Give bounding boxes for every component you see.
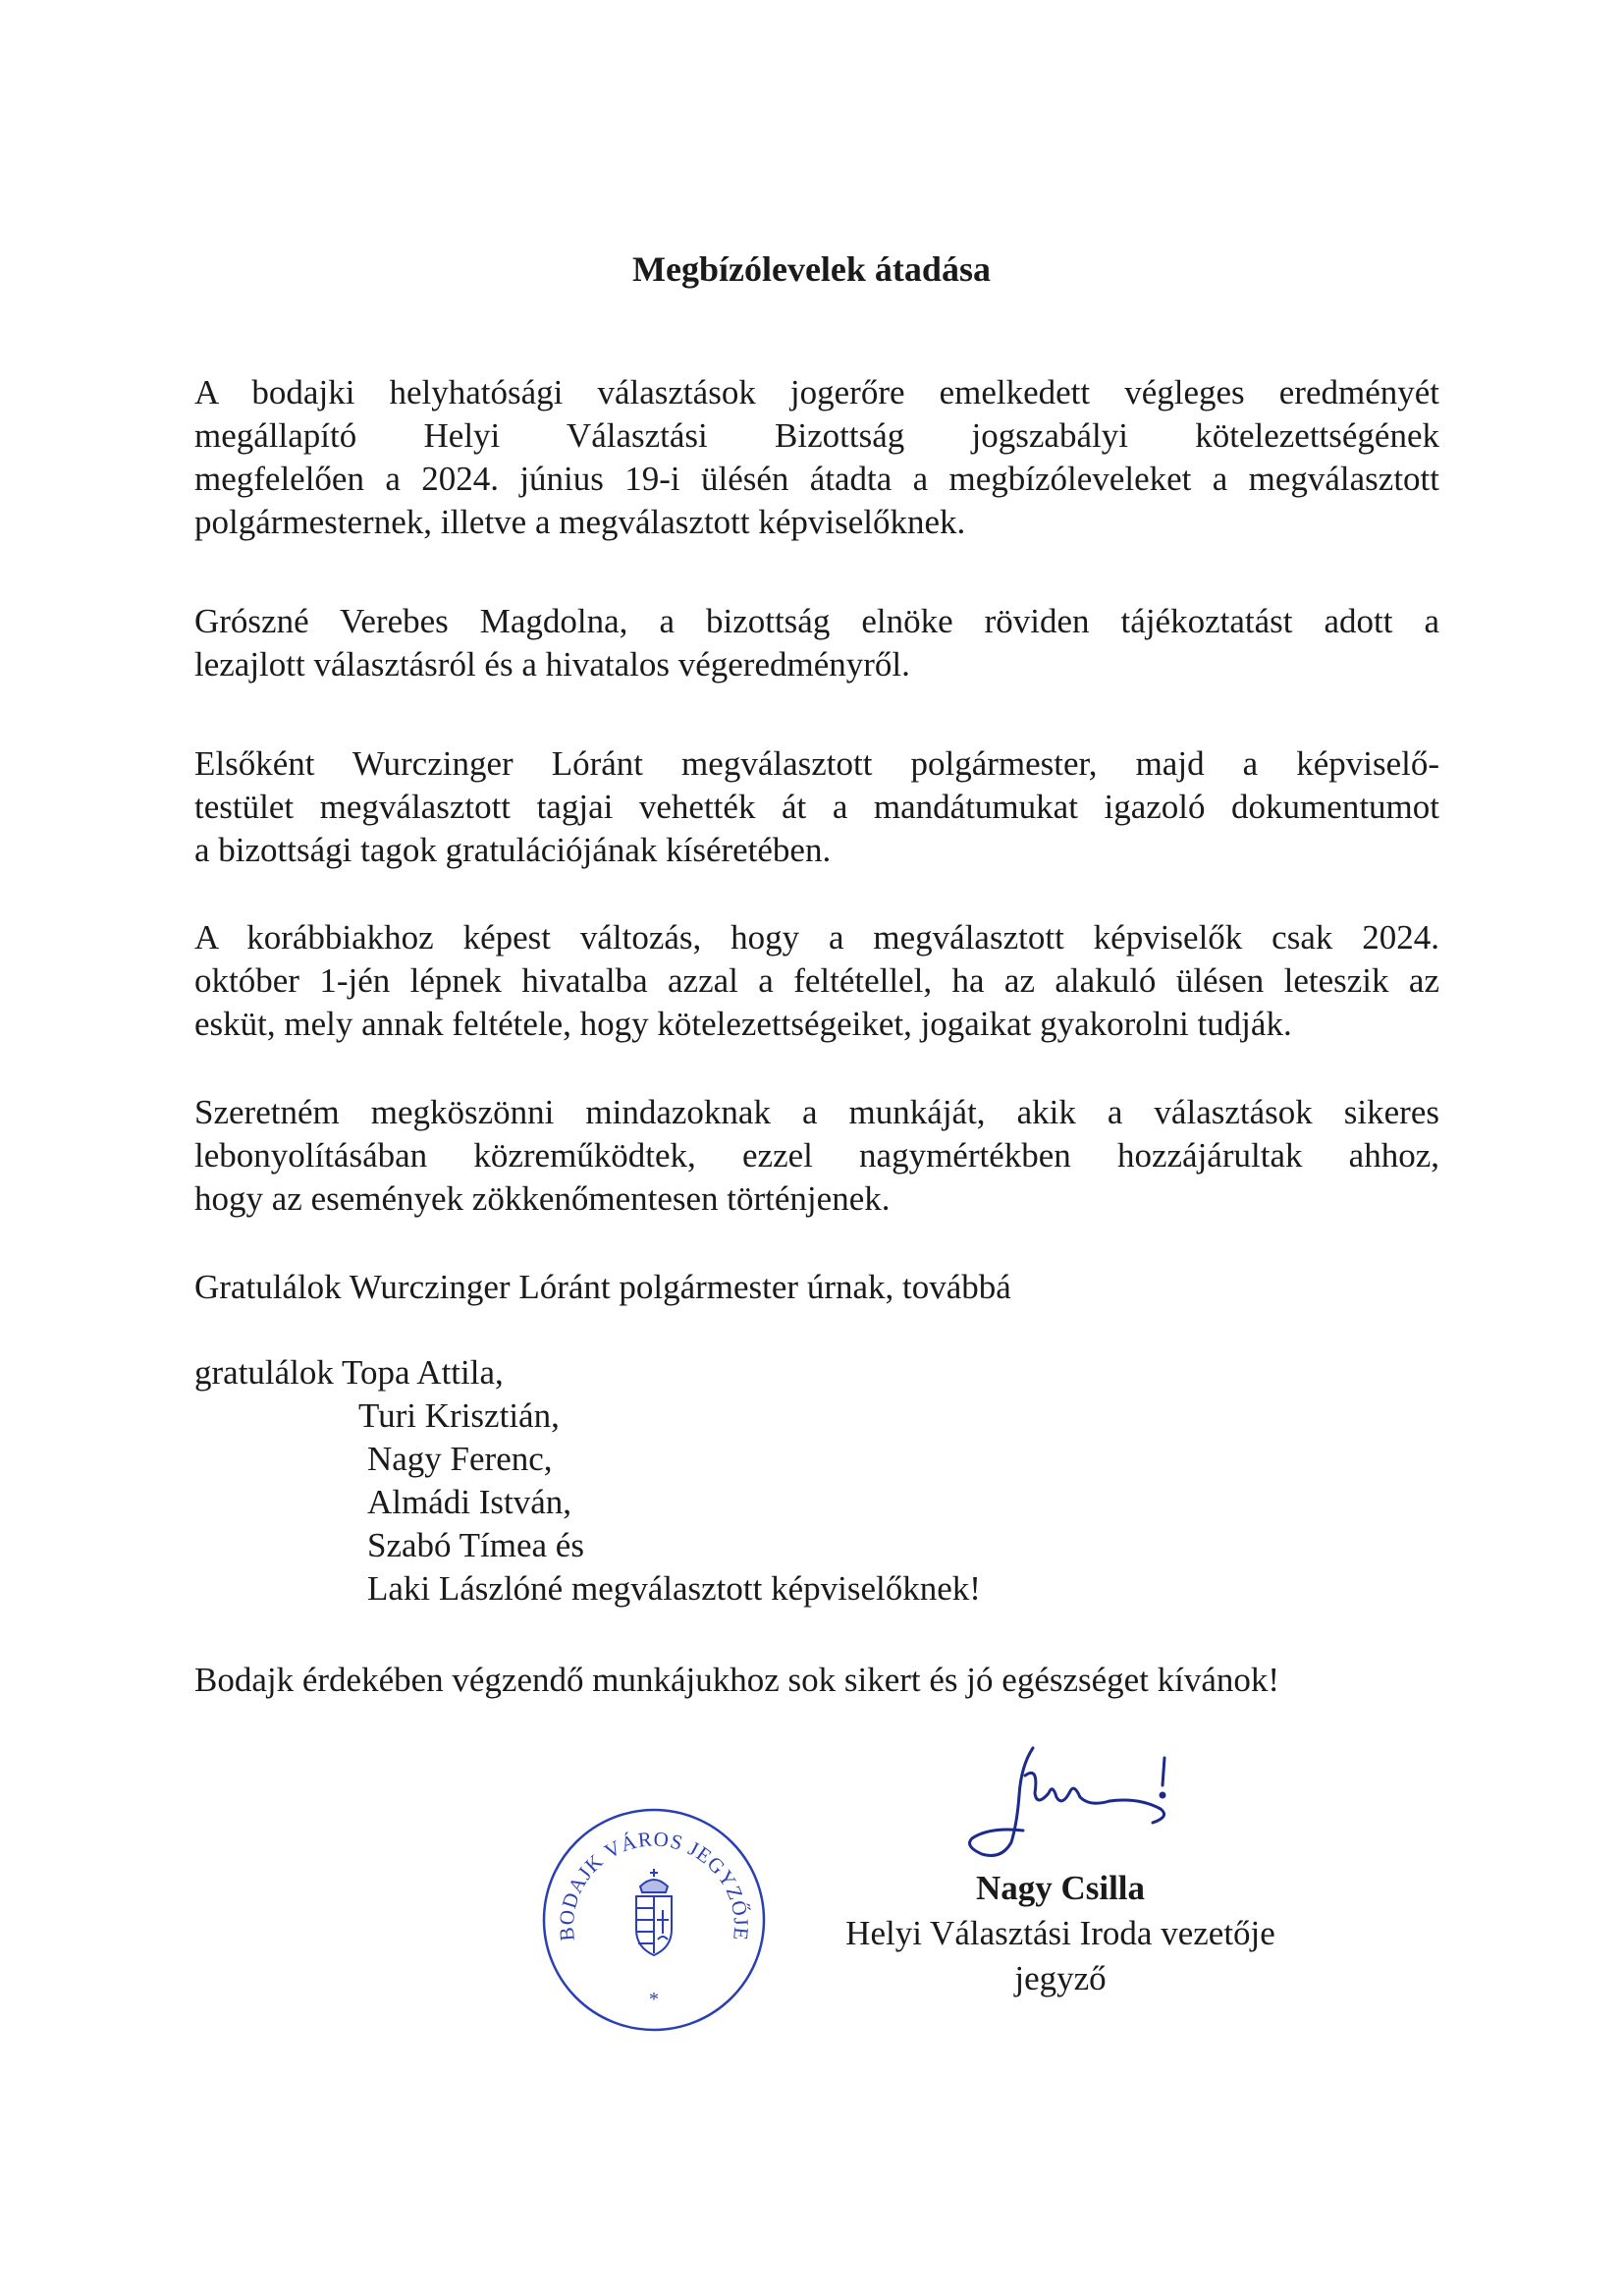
signatory-position: Helyi Választási Iroda vezetője <box>845 1914 1275 1952</box>
names-list-item: Almádi István, <box>367 1483 572 1521</box>
coat-of-arms-icon <box>636 1869 672 1955</box>
names-list-item: Turi Krisztián, <box>358 1396 560 1435</box>
document-title: Megbízólevelek átadása <box>632 249 991 289</box>
paragraph-line: Szeretném megköszönni mindazoknak a munkáját, akik a választások sikeres <box>194 1093 1439 1131</box>
paragraph-line: polgármesternek, illetve a megválasztott képviselőknek. <box>194 503 966 541</box>
paragraph-1 <box>194 371 1439 544</box>
paragraph-5 <box>194 1091 1439 1221</box>
signatory-title: jegyző <box>1014 1959 1107 1997</box>
paragraph-line: megfelelően a 2024. június 19-i ülésén átadta a megbízóleveleket a megválasztott <box>194 460 1439 498</box>
names-list <box>194 1351 981 1611</box>
svg-text:*: * <box>649 1989 659 2010</box>
paragraph-line: lebonyolításában közreműködtek, ezzel nagymértékben hozzájárultak ahhoz, <box>194 1136 1439 1175</box>
names-list-item: Nagy Ferenc, <box>367 1440 553 1478</box>
stamp-text: BODAJK VÁROS JEGYZŐJE <box>554 1827 754 1942</box>
names-list-item: Laki Lászlóné megválasztott képviselőknek! <box>367 1569 981 1608</box>
paragraph-line: hogy az események zökkenőmentesen történjenek. <box>194 1179 891 1218</box>
paragraph-2 <box>194 600 1439 686</box>
paragraph-3 <box>194 742 1439 872</box>
paragraph-line: lezajlott választásról és a hivatalos végeredményről. <box>194 645 910 683</box>
paragraph-line: Grószné Verebes Magdolna, a bizottság elnöke röviden tájékoztatást adott a <box>194 602 1439 640</box>
paragraph-line: A korábbiakhoz képest változás, hogy a megválasztott képviselők csak 2024. <box>194 918 1439 957</box>
signature-block <box>815 1866 1306 2001</box>
paragraph-line: a bizottsági tagok gratulációjának kíséretében. <box>194 831 832 869</box>
paragraph-6: Gratulálok Wurczinger Lóránt polgármester úrnak, továbbá <box>194 1268 1011 1306</box>
paragraph-line: A bodajki helyhatósági választások jogerőre emelkedett végleges eredményét <box>194 373 1439 411</box>
paragraph-line: testület megválasztott tagjai vehették át a mandátumukat igazoló dokumentumot <box>194 788 1439 826</box>
paragraph-4 <box>194 916 1439 1046</box>
paragraph-line: esküt, mely annak feltétele, hogy kötelezettségeiket, jogaikat gyakorolni tudják. <box>194 1005 1292 1043</box>
names-list-item: gratulálok Topa Attila, <box>194 1353 504 1392</box>
names-list-item: Szabó Tímea és <box>367 1526 584 1564</box>
paragraph-line: megállapító Helyi Választási Bizottság jogszabályi kötelezettségének <box>194 416 1439 455</box>
signatory-name: Nagy Csilla <box>975 1869 1146 1907</box>
paragraph-line: október 1-jén lépnek hivatalba azzal a feltétellel, ha az alakuló ülésen leteszik az <box>194 961 1439 1000</box>
closing-sentence: Bodajk érdekében végzendő munkájukhoz sok sikert és jó egészséget kívánok! <box>194 1661 1280 1699</box>
paragraph-line: Elsőként Wurczinger Lóránt megválasztott polgármester, majd a képviselő- <box>194 744 1439 783</box>
handwritten-signature <box>943 1736 1198 1874</box>
official-stamp <box>538 1804 770 2036</box>
